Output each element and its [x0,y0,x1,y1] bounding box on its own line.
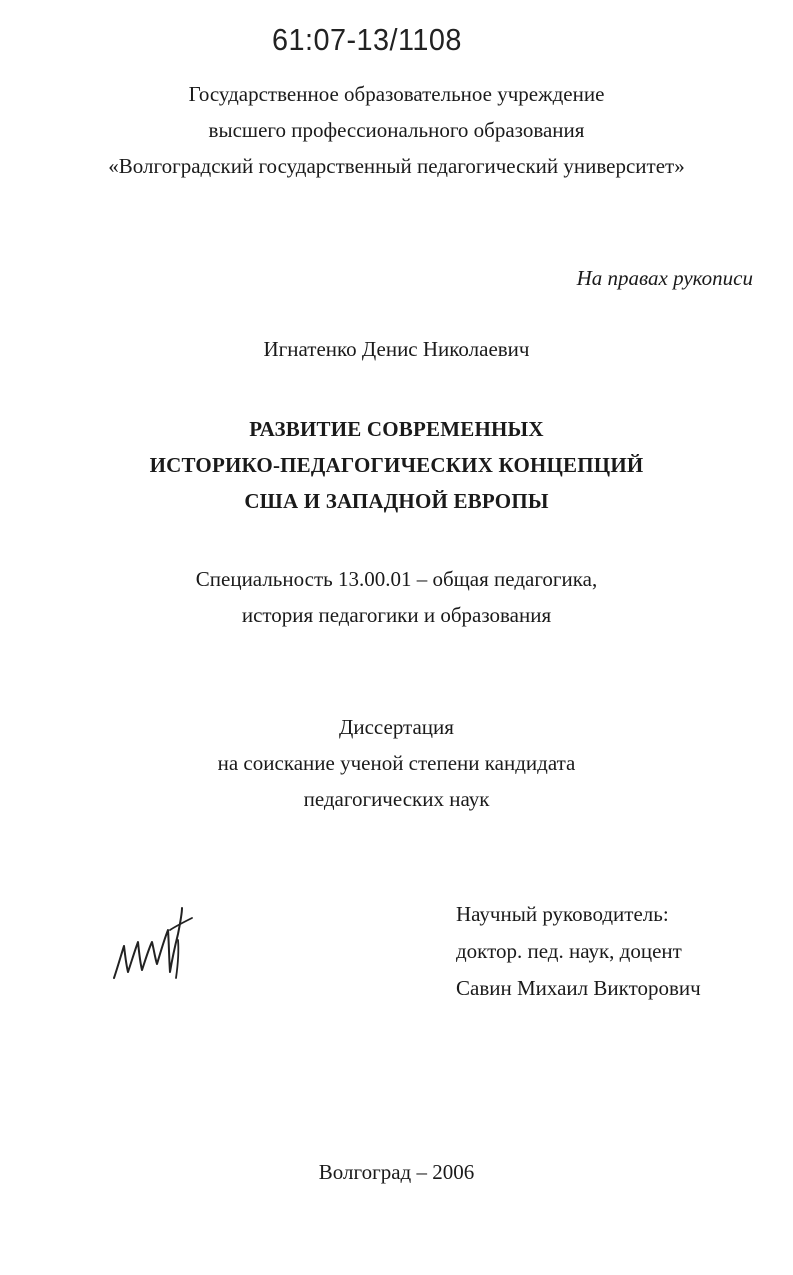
institution-line: Государственное образовательное учреждение [188,82,605,106]
supervisor-line: Научный руководитель: [456,902,669,926]
dissertation-line: на соискание ученой степени кандидата [217,751,576,775]
institution-line: высшего профессионального образования [208,118,585,142]
supervisor-line: доктор. пед. наук, доцент [456,939,682,963]
specialty-block [0,561,793,633]
manuscript-note: На правах рукописи [576,266,753,290]
institution-block [0,76,793,184]
author-name: Игнатенко Денис Николаевич [263,337,530,361]
dissertation-line: педагогических наук [303,787,490,811]
specialty-line: история педагогики и образования [241,603,552,627]
dissertation-block [0,709,793,817]
handwritten-signature [108,900,198,992]
dissertation-line: Диссертация [339,715,454,739]
supervisor-block [456,896,701,1007]
specialty-line: Специальность 13.00.01 – общая педагогика, [195,567,598,591]
city-year: Волгоград – 2006 [318,1160,475,1184]
archive-code-stamp: 61:07-13/1108 [272,22,462,57]
supervisor-line: Савин Михаил Викторович [456,976,701,1000]
dissertation-title [0,411,793,519]
title-line: РАЗВИТИЕ СОВРЕМЕННЫХ [249,417,544,441]
institution-line: «Волгоградский государственный педагогический университет» [108,154,685,178]
title-line: ИСТОРИКО-ПЕДАГОГИЧЕСКИХ КОНЦЕПЦИЙ [149,453,644,477]
title-line: США И ЗАПАДНОЙ ЕВРОПЫ [244,489,549,513]
